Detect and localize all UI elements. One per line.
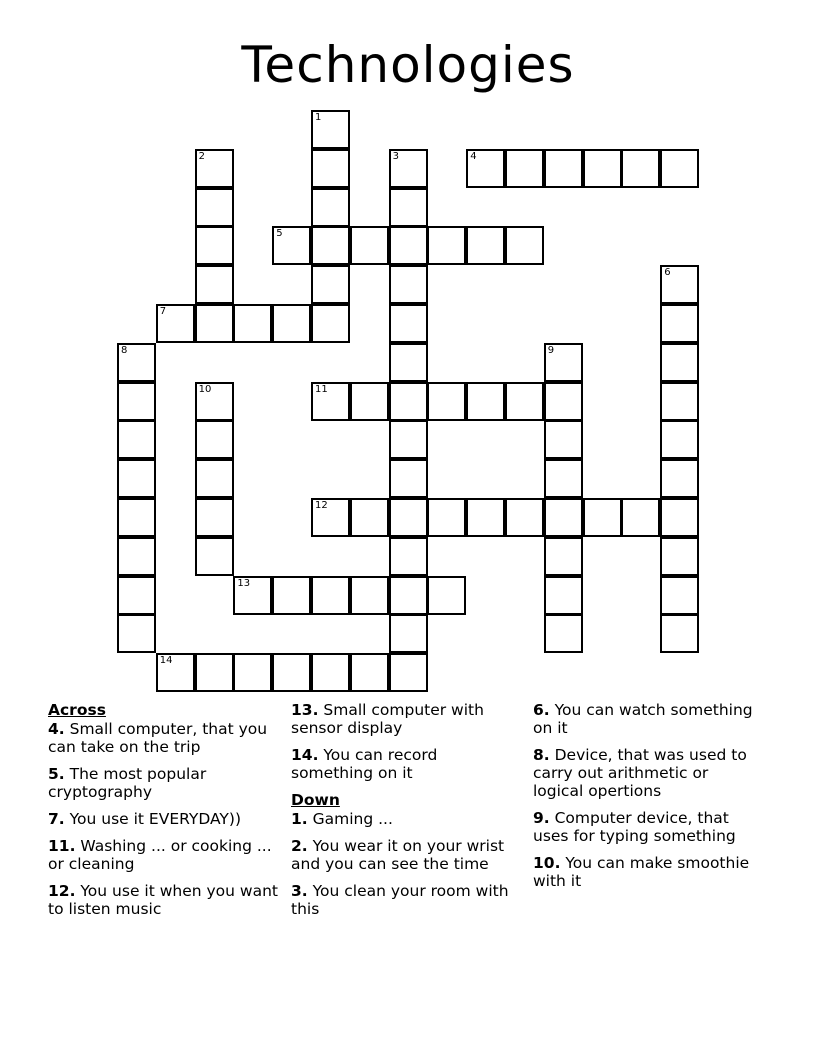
crossword-cell[interactable] [311,653,350,692]
crossword-cell[interactable] [427,382,466,421]
crossword-cell[interactable] [272,653,311,692]
clue-text: You can record something on it [291,746,438,782]
crossword-cell[interactable] [272,226,311,265]
crossword-cell[interactable] [389,537,428,576]
crossword-cell[interactable] [233,576,272,615]
crossword-cell[interactable] [427,498,466,537]
crossword-cell[interactable] [544,614,583,653]
crossword-cell[interactable] [195,226,234,265]
clue-text: Small computer, that you can take on the trip [48,720,268,756]
clue-number: 11 [315,383,328,395]
crossword-cell[interactable] [195,188,234,227]
crossword-cell[interactable] [505,226,544,265]
crossword-cell[interactable] [660,343,699,382]
crossword-cell[interactable] [466,149,505,188]
crossword-cell[interactable] [583,498,622,537]
clue-number: 3 [392,150,399,162]
crossword-cell[interactable] [350,498,389,537]
crossword-cell[interactable] [660,537,699,576]
clue-text: Device, that was used to carry out arithmetic or logical opertions [533,746,747,800]
crossword-cell[interactable] [350,382,389,421]
crossword-cell[interactable] [389,382,428,421]
crossword-cell[interactable] [660,498,699,537]
down-clue [291,837,521,873]
clue-number: 1 [315,112,322,123]
clues-column-2 [291,701,521,927]
across-clue [291,746,521,782]
crossword-cell[interactable] [156,653,195,692]
crossword-cell[interactable] [195,420,234,459]
crossword-cell[interactable] [311,110,350,149]
crossword-cell[interactable] [660,614,699,653]
clue-number: 6. [533,701,550,719]
clue-number: 8. [533,746,550,764]
crossword-cell[interactable] [195,149,234,188]
down-clue [291,882,521,918]
crossword-cell[interactable] [389,304,428,343]
across-clue [48,720,278,756]
crossword-cell[interactable] [117,343,156,382]
crossword-cell[interactable] [583,149,622,188]
clue-number: 14 [159,655,173,667]
crossword-cell[interactable] [544,149,583,188]
crossword-cell[interactable] [311,226,350,265]
clue-number: 10 [198,383,212,395]
clue-text: You use it EVERYDAY)) [64,810,241,828]
crossword-cell[interactable] [117,614,156,653]
clue-number: 4 [470,150,477,162]
crossword-cell[interactable] [389,653,428,692]
crossword-cell[interactable] [466,226,505,265]
clue-number: 13 [237,577,251,589]
clue-text: Gaming ... [307,810,393,828]
clue-text: The most popular cryptography [48,765,207,801]
crossword-cell[interactable] [389,226,428,265]
crossword-cell[interactable] [389,614,428,653]
down-clue [533,701,763,737]
clue-number: 10. [533,854,561,872]
clue-number: 9 [547,344,555,356]
clue-text: Small computer with sensor display [291,701,484,737]
crossword-cell[interactable] [466,498,505,537]
clue-number: 2 [198,150,205,162]
crossword-cell[interactable] [389,459,428,498]
crossword-cell[interactable] [544,576,583,615]
clue-text: You use it when you want to listen music [48,882,278,918]
crossword-cell[interactable] [350,653,389,692]
page-title: Technologies [241,36,575,94]
clue-text: You wear it on your wrist and you can see the time [291,837,505,873]
crossword-cell[interactable] [389,576,428,615]
down-clue [533,746,763,800]
across-clue [48,837,278,873]
crossword-cell[interactable] [233,304,272,343]
crossword-cell[interactable] [311,498,350,537]
crossword-cell[interactable] [660,149,699,188]
across-clue [48,882,278,918]
crossword-cell[interactable] [195,304,234,343]
crossword-cell[interactable] [311,576,350,615]
crossword-cell[interactable] [544,382,583,421]
crossword-cell[interactable] [117,459,156,498]
crossword-cell[interactable] [311,265,350,304]
clue-text: You can watch something on it [533,701,753,737]
crossword-cell[interactable] [311,149,350,188]
crossword-cell[interactable] [117,420,156,459]
clue-number: 1. [291,810,308,828]
crossword-cell[interactable] [156,304,195,343]
clue-number: 8 [121,344,128,356]
clue-number: 13. [291,701,319,719]
crossword-cell[interactable] [195,537,234,576]
crossword-cell[interactable] [544,498,583,537]
clue-text: You can make smoothie with it [533,854,750,890]
crossword-cell[interactable] [544,537,583,576]
clue-number: 12. [48,882,76,900]
crossword-cell[interactable] [195,265,234,304]
clues-column-1 [48,701,278,927]
crossword-cell[interactable] [350,226,389,265]
clue-number: 2. [291,837,308,855]
crossword-cell[interactable] [389,265,428,304]
crossword-cell[interactable] [544,459,583,498]
clue-number: 5. [48,765,65,783]
crossword-cell[interactable] [117,576,156,615]
across-clue [48,765,278,801]
clue-text: Washing ... or cooking ... or cleaning [48,837,272,873]
crossword-cell[interactable] [311,304,350,343]
clue-number: 6 [664,267,671,279]
across-clue [48,810,278,828]
crossword-cell[interactable] [117,498,156,537]
crossword-cell[interactable] [272,304,311,343]
crossword-cell[interactable] [660,459,699,498]
clue-text: Computer device, that uses for typing something [533,809,736,845]
crossword-cell[interactable] [621,149,660,188]
crossword-cell[interactable] [427,576,466,615]
clue-number: 7. [48,810,65,828]
crossword-cell[interactable] [233,653,272,692]
clue-number: 4. [48,720,65,738]
crossword-cell[interactable] [660,576,699,615]
clue-number: 7 [159,306,167,317]
crossword-cell[interactable] [660,265,699,304]
crossword-cell[interactable] [660,420,699,459]
clue-number: 3. [291,882,308,900]
clue-number: 5 [276,228,283,240]
crossword-cell[interactable] [272,576,311,615]
crossword-cell[interactable] [195,498,234,537]
crossword-cell[interactable] [195,459,234,498]
clue-number: 9. [533,809,550,827]
down-clue [533,854,763,890]
crossword-cell[interactable] [195,653,234,692]
crossword-cell[interactable] [505,498,544,537]
crossword-cell[interactable] [389,420,428,459]
crossword-cell[interactable] [544,343,583,382]
crossword-cell[interactable] [389,343,428,382]
clue-number: 12 [315,500,328,511]
down-heading: Down [291,791,340,809]
crossword-cell[interactable] [660,304,699,343]
clue-number: 11. [48,837,76,855]
across-heading: Across [48,701,106,719]
crossword-cell[interactable] [505,382,544,421]
crossword-cell[interactable] [350,576,389,615]
crossword-cell[interactable] [117,382,156,421]
crossword-cell[interactable] [389,188,428,227]
crossword-cell[interactable] [389,149,428,188]
crossword-cell[interactable] [195,382,234,421]
down-clue [291,810,521,828]
clue-number: 14. [291,746,319,764]
clues-column-3 [533,701,763,899]
crossword-cell[interactable] [311,188,350,227]
crossword-cell[interactable] [466,382,505,421]
crossword-cell[interactable] [505,149,544,188]
clue-text: You clean your room with this [291,882,509,918]
across-clue [291,701,521,737]
crossword-cell[interactable] [311,382,350,421]
crossword-cell[interactable] [389,498,428,537]
crossword-cell[interactable] [660,382,699,421]
crossword-cell[interactable] [544,420,583,459]
crossword-cell[interactable] [117,537,156,576]
crossword-cell[interactable] [621,498,660,537]
crossword-cell[interactable] [427,226,466,265]
down-clue [533,809,763,845]
